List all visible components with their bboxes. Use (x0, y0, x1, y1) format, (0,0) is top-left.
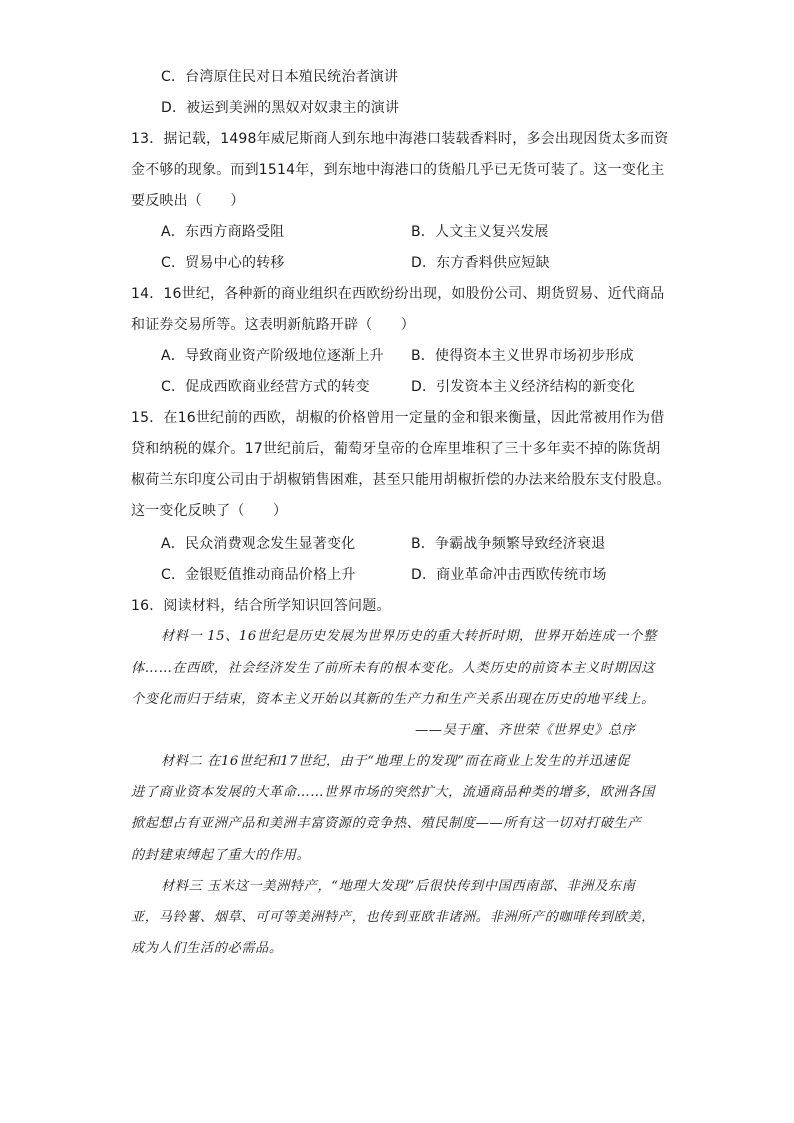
material-2-line-2: 进了商业资本发展的大革命……世界市场的突然扩大，流通商品种类的增多，欧洲各国 (131, 785, 655, 800)
material-1-line-3: 个变化而归于结束，资本主义开始以其新的生产力和生产关系出现在历史的地平线上。 (131, 692, 655, 707)
question-13-line-3: 要反映出（ ） (131, 193, 245, 209)
question-15-line-4: 这一变化反映了（ ） (131, 503, 288, 519)
material-3-line-2: 亚，马铃薯、烟草、可可等美洲特产，也传到亚欧非诸洲。非洲所产的咖啡传到欧美， (131, 910, 655, 925)
question-13-line-2: 金不够的现象。而到1514年，到东地中海港口的货船几乎已无货可装了。这一变化主 (131, 162, 665, 178)
question-14-line-2: 和证券交易所等。这表明新航路开辟（ ） (131, 317, 415, 333)
material-1-line-1: 材料一 15、16世纪是历史发展为世界历史的重大转折时期，世界开始连成一个整 (161, 629, 657, 644)
question-13-line-1: 13．据记载，1498年威尼斯商人到东地中海港口装载香料时，多会出现因货太多而资 (131, 131, 669, 147)
material-1-line-2: 体……在西欧，社会经济发生了前所未有的根本变化。人类历史的前资本主义时期因这 (131, 661, 655, 676)
option-13a: A．东西方商路受阻 (161, 224, 285, 240)
option-14c: C．促成西欧商业经营方式的转变 (161, 379, 370, 395)
question-15-line-1: 15．在16世纪前的西欧，胡椒的价格曾用一定量的金和银来衡量，因此常被用作为借 (131, 410, 665, 426)
option-14b: B．使得资本主义世界市场初步形成 (411, 348, 634, 364)
option-13c: C．贸易中心的转移 (161, 255, 285, 271)
option-15b: B．争霸战争频繁导致经济衰退 (411, 536, 606, 552)
question-15-line-2: 贷和纳税的媒介。17世纪前后，葡萄牙皇帝的仓库里堆积了三十多年卖不掉的陈货胡 (131, 441, 661, 457)
option-15d: D．商业革命冲击西欧传统市场 (411, 567, 607, 583)
material-3-line-1: 材料三 玉米这一美洲特产，“地理大发现”后很快传到中国西南部、非洲及东南 (161, 879, 636, 894)
material-1-source: ——吴于廑、齐世荣《世界史》总序 (415, 723, 636, 738)
question-14-line-1: 14．16世纪，各种新的商业组织在西欧纷纷出现，如股份公司、期货贸易、近代商品 (131, 286, 665, 302)
material-2-line-1: 材料二 在16世纪和17世纪，由于“地理上的发现”而在商业上发生的并迅速促 (161, 754, 631, 769)
option-13d: D．东方香料供应短缺 (411, 255, 550, 271)
option-13b: B．人文主义复兴发展 (411, 224, 549, 240)
option-15c: C．金银贬值推动商品价格上升 (161, 567, 356, 583)
option-14a: A．导致商业资产阶级地位逐渐上升 (161, 348, 384, 364)
option-15a: A．民众消费观念发生显著变化 (161, 536, 356, 552)
question-16: 16．阅读材料，结合所学知识回答问题。 (131, 598, 391, 614)
material-2-line-4: 的封建束缚起了重大的作用。 (131, 848, 311, 863)
material-2-line-3: 掀起想占有亚洲产品和美洲丰富资源的竞争热、殖民制度——所有这一切对打破生产 (131, 816, 642, 831)
question-15-line-3: 椒荷兰东印度公司由于胡椒销售困难，甚至只能用胡椒折偿的办法来给股东支付股息。 (131, 472, 671, 488)
option-12d: D．被运到美洲的黑奴对奴隶主的演讲 (161, 100, 400, 116)
option-12c: C．台湾原住民对日本殖民统治者演讲 (161, 69, 399, 85)
material-3-line-3: 成为人们生活的必需品。 (131, 941, 283, 956)
option-14d: D．引发资本主义经济结构的新变化 (411, 379, 635, 395)
